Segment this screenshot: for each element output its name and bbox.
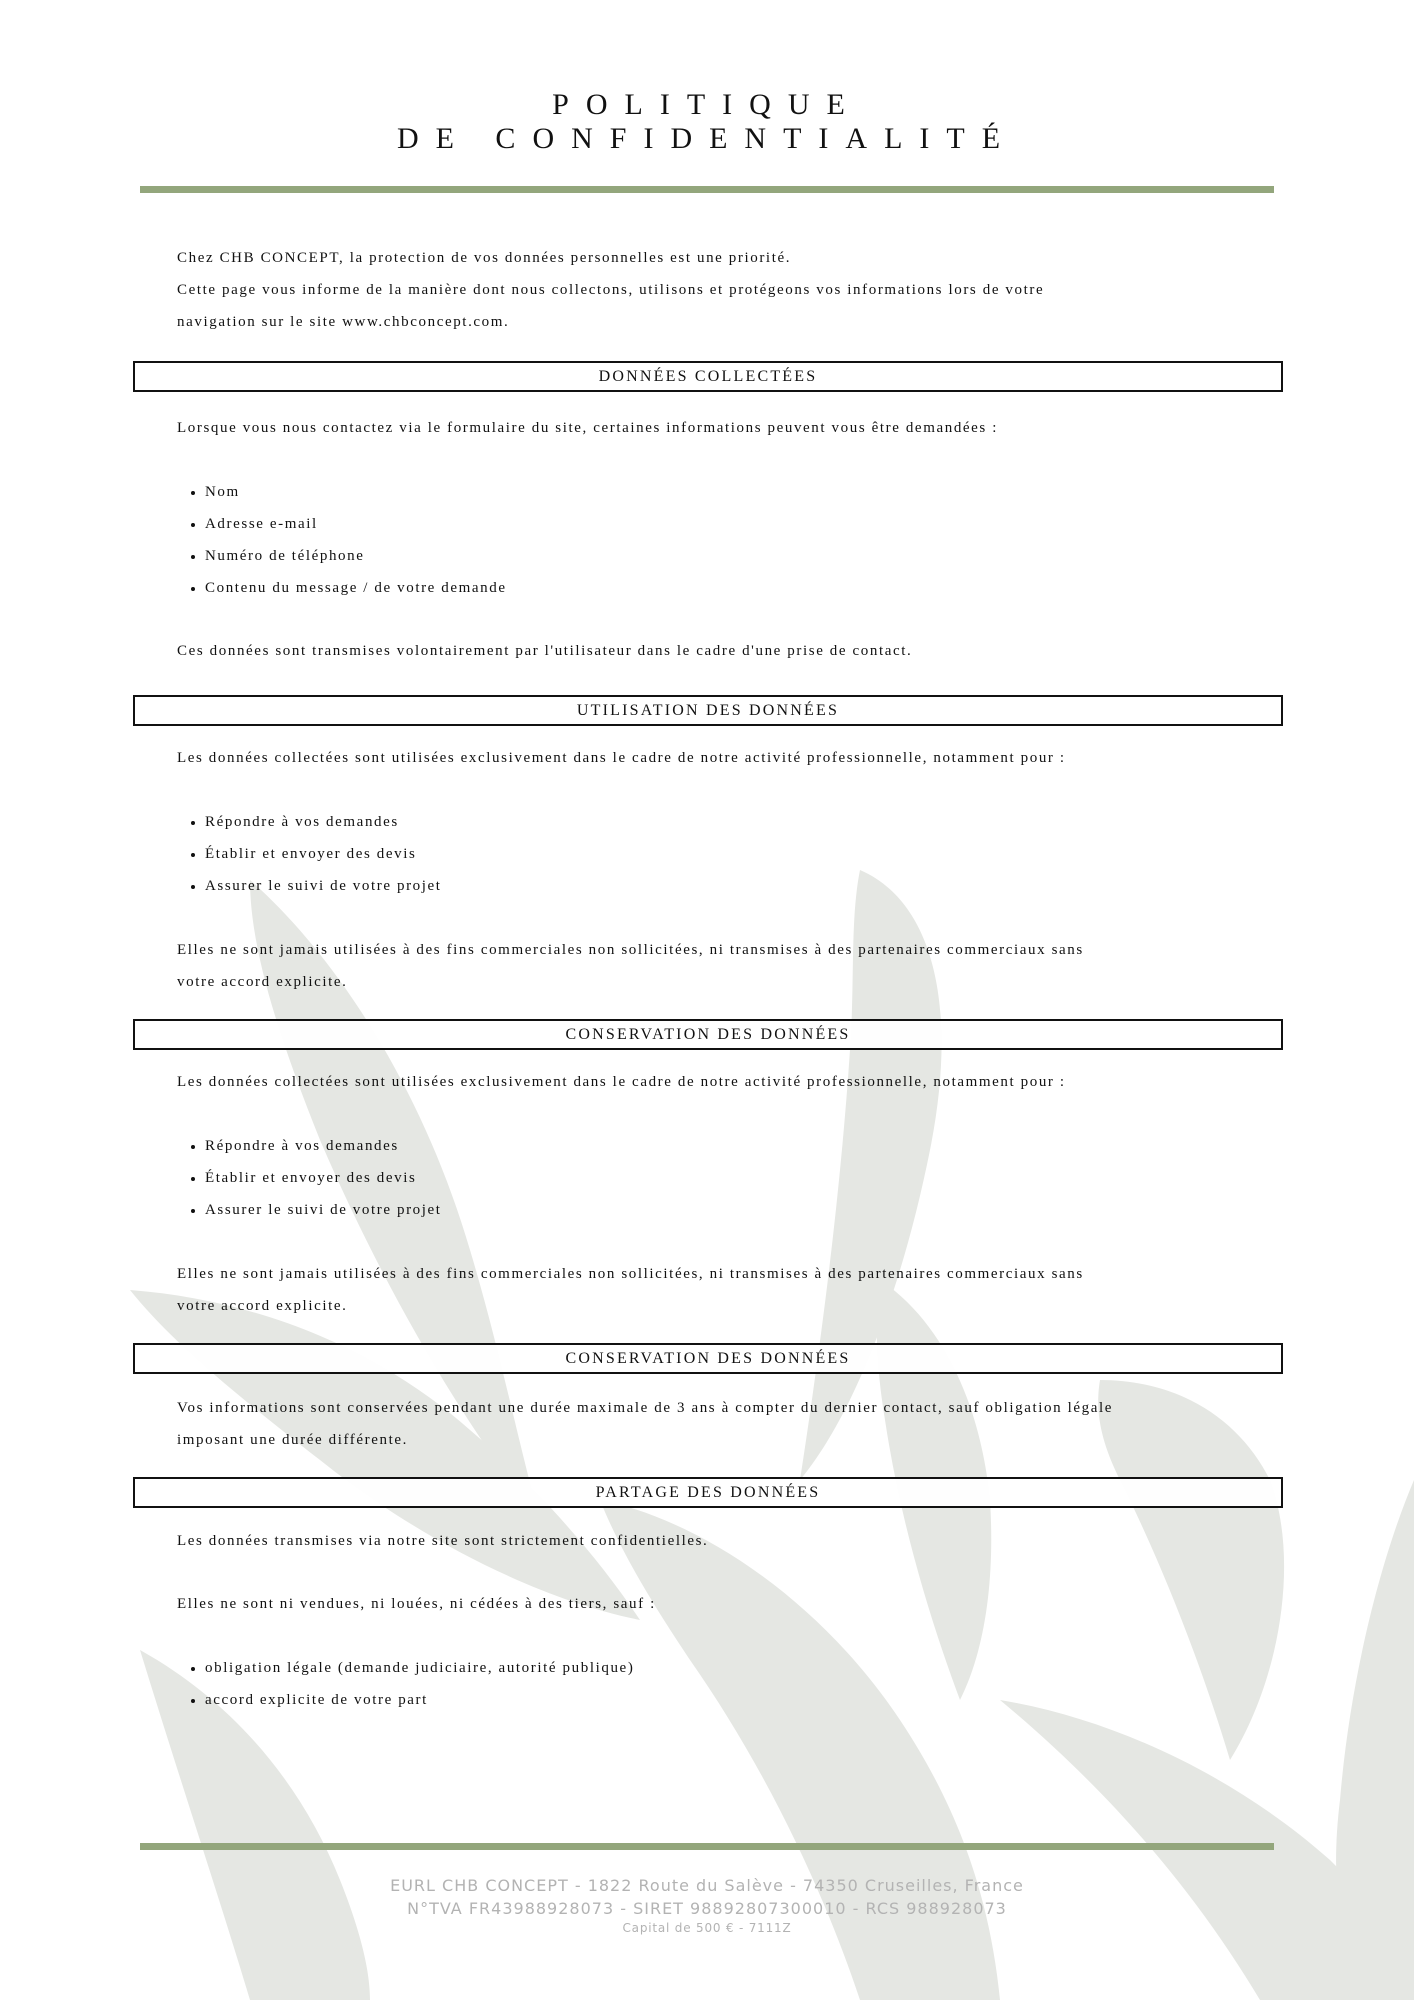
section-heading-donnees-collectees: DONNÉES COLLECTÉES (133, 361, 1283, 392)
section-paragraph: votre accord explicite. (177, 974, 348, 990)
list-item: obligation légale (demande judiciaire, autorité publique) (205, 1660, 635, 1676)
section-heading-conservation: CONSERVATION DES DONNÉES (133, 1019, 1283, 1050)
section-paragraph: imposant une durée différente. (177, 1432, 408, 1448)
section-paragraph: Elles ne sont jamais utilisées à des fins commerciales non sollicitées, ni transmises à des partenaires commerciaux sans (177, 942, 1084, 958)
page-title-line-2: DE CONFIDENTIALITÉ (396, 122, 1018, 155)
page-title-line-1: POLITIQUE (552, 88, 862, 121)
section-paragraph: Ces données sont transmises volontairement par l'utilisateur dans le cadre d'une prise de contact. (177, 643, 913, 659)
section-paragraph: Vos informations sont conservées pendant une durée maximale de 3 ans à compter du dernier contact, sauf obligation légale (177, 1400, 1114, 1416)
section-paragraph: Lorsque vous nous contactez via le formulaire du site, certaines informations peuvent vous être demandées : (177, 420, 998, 436)
list-item: Numéro de téléphone (205, 548, 365, 564)
section-paragraph: Les données collectées sont utilisées exclusivement dans le cadre de notre activité professionnelle, notamment pour : (177, 750, 1066, 766)
list-item: Assurer le suivi de votre projet (205, 1202, 442, 1218)
list-item: Établir et envoyer des devis (205, 1170, 417, 1186)
section-paragraph: Les données collectées sont utilisées exclusivement dans le cadre de notre activité professionnelle, notamment pour : (177, 1074, 1066, 1090)
intro-line: navigation sur le site www.chbconcept.com. (177, 314, 510, 330)
footer-registration: N°TVA FR43988928073 - SIRET 98892807300010 - RCS 988928073 (407, 1899, 1007, 1918)
list-item: Contenu du message / de votre demande (205, 580, 507, 596)
section-heading-conservation-duree: CONSERVATION DES DONNÉES (133, 1343, 1283, 1374)
section-heading-partage: PARTAGE DES DONNÉES (133, 1477, 1283, 1508)
list-item: Nom (205, 484, 240, 500)
list-item: Répondre à vos demandes (205, 1138, 399, 1154)
bottom-accent-rule (140, 1843, 1274, 1850)
list-item: accord explicite de votre part (205, 1692, 428, 1708)
section-paragraph: votre accord explicite. (177, 1298, 348, 1314)
intro-line: Chez CHB CONCEPT, la protection de vos données personnelles est une priorité. (177, 250, 792, 266)
footer-capital: Capital de 500 € - 7111Z (622, 1921, 792, 1935)
section-paragraph: Les données transmises via notre site sont strictement confidentielles. (177, 1533, 709, 1549)
section-heading-utilisation: UTILISATION DES DONNÉES (133, 695, 1283, 726)
list-item: Adresse e-mail (205, 516, 318, 532)
top-accent-rule (140, 186, 1274, 193)
list-item: Assurer le suivi de votre projet (205, 878, 442, 894)
intro-line: Cette page vous informe de la manière dont nous collectons, utilisons et protégeons vos informations lors de votre (177, 282, 1045, 298)
list-item: Répondre à vos demandes (205, 814, 399, 830)
section-paragraph: Elles ne sont jamais utilisées à des fins commerciales non sollicitées, ni transmises à des partenaires commerciaux sans (177, 1266, 1084, 1282)
list-item: Établir et envoyer des devis (205, 846, 417, 862)
section-paragraph: Elles ne sont ni vendues, ni louées, ni cédées à des tiers, sauf : (177, 1596, 656, 1612)
footer-address: EURL CHB CONCEPT - 1822 Route du Salève - 74350 Cruseilles, France (390, 1876, 1024, 1895)
